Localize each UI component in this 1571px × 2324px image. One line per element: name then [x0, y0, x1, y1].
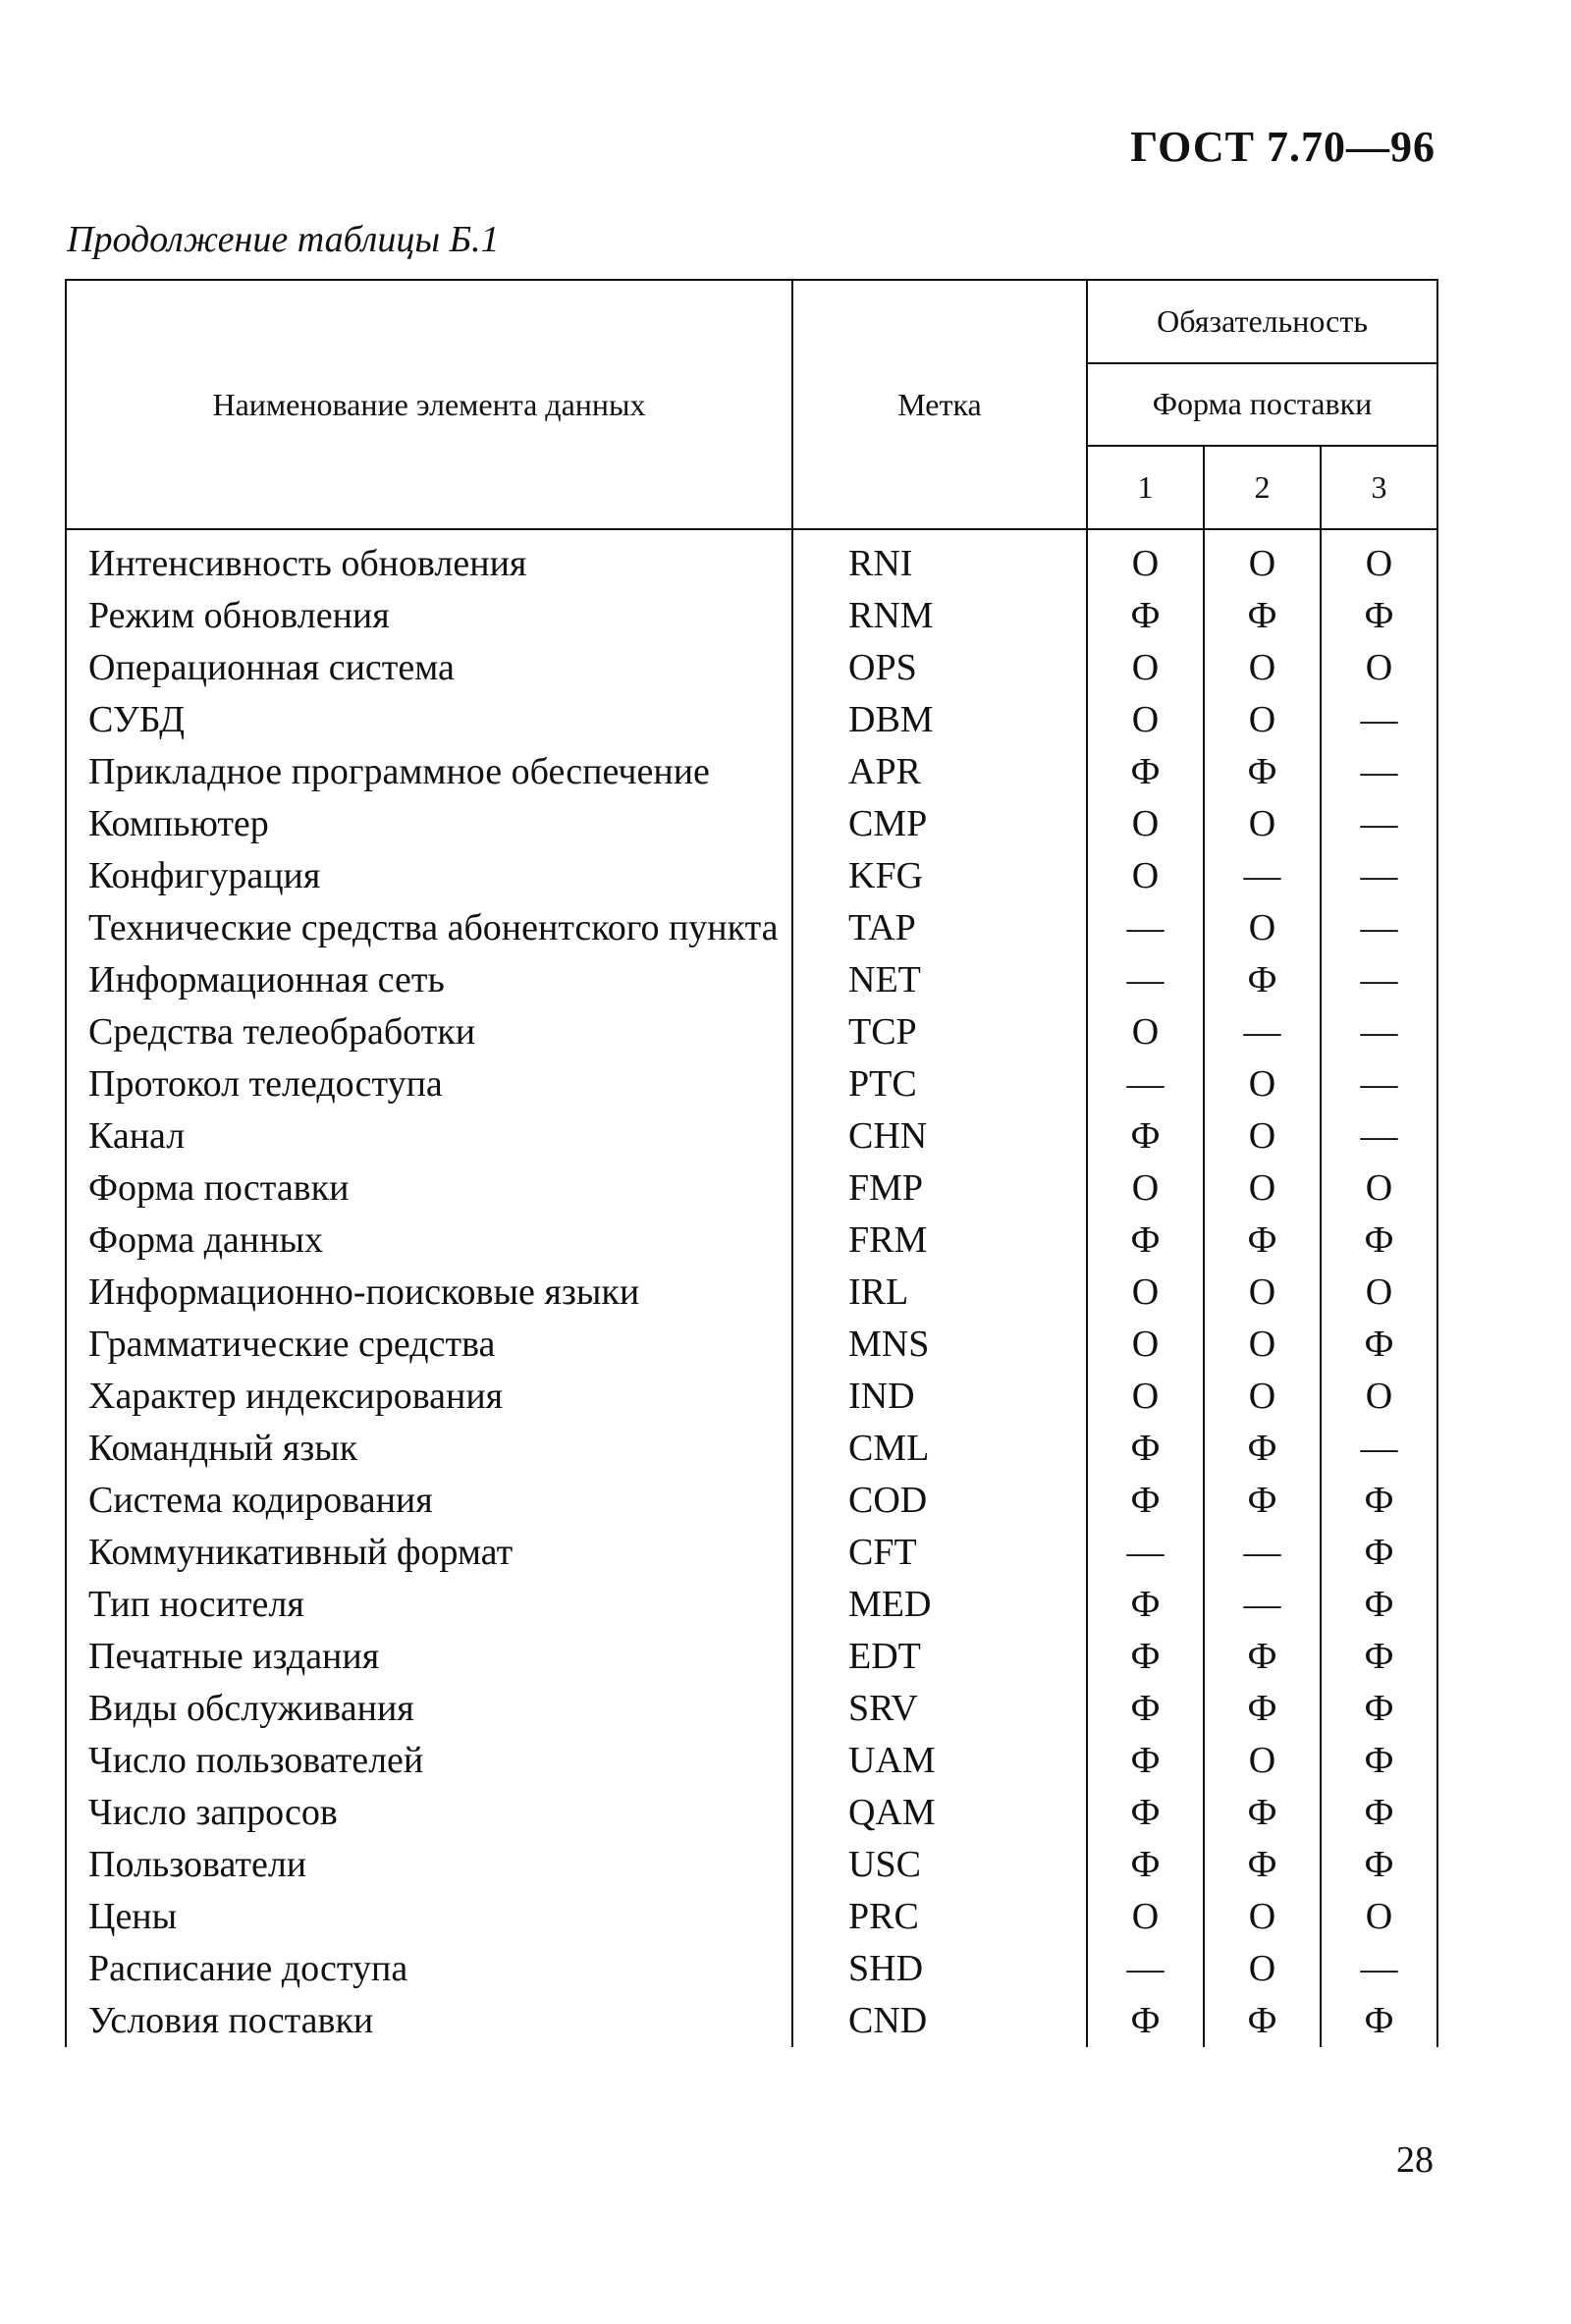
form-1-cell: Ф [1087, 1631, 1204, 1683]
element-name-cell: Виды обслуживания [66, 1683, 792, 1735]
form-1-cell: — [1087, 954, 1204, 1006]
form-1-cell: O [1087, 850, 1204, 902]
element-name-cell: Форма данных [66, 1215, 792, 1267]
form-1-cell: Ф [1087, 1423, 1204, 1475]
form-3-cell: Ф [1321, 1683, 1437, 1735]
form-2-cell: — [1204, 850, 1321, 902]
standard-code: ГОСТ 7.70—96 [1130, 123, 1436, 171]
element-name-cell: Командный язык [66, 1423, 792, 1475]
table-row [66, 1579, 1437, 1631]
column-header-form-1: 1 [1087, 446, 1204, 529]
tag-cell: RNM [792, 590, 1087, 642]
tag-cell: RNI [792, 529, 1087, 590]
table-row [66, 694, 1437, 746]
form-3-cell: Ф [1321, 590, 1437, 642]
element-name-cell: Канал [66, 1110, 792, 1162]
form-1-cell: O [1087, 1267, 1204, 1319]
element-name-cell: Расписание доступа [66, 1943, 792, 1995]
table-row [66, 1735, 1437, 1787]
form-1-cell: Ф [1087, 1995, 1204, 2047]
form-3-cell: — [1321, 798, 1437, 850]
form-3-cell: Ф [1321, 1631, 1437, 1683]
table-caption: Продолжение таблицы Б.1 [67, 219, 500, 260]
form-2-cell: — [1204, 1527, 1321, 1579]
element-name-cell: Протокол теледоступа [66, 1058, 792, 1110]
tag-cell: CHN [792, 1110, 1087, 1162]
tag-cell: MED [792, 1579, 1087, 1631]
tag-cell: DBM [792, 694, 1087, 746]
form-2-cell: O [1204, 798, 1321, 850]
page-number: 28 [1396, 2139, 1434, 2181]
form-1-cell: O [1087, 1891, 1204, 1943]
form-1-cell: O [1087, 1162, 1204, 1215]
form-2-cell: Ф [1204, 1631, 1321, 1683]
form-1-cell: — [1087, 1527, 1204, 1579]
element-name-cell: Число пользователей [66, 1735, 792, 1787]
form-2-cell: — [1204, 1006, 1321, 1058]
form-2-cell: Ф [1204, 954, 1321, 1006]
form-2-cell: O [1204, 902, 1321, 954]
form-3-cell: — [1321, 850, 1437, 902]
tag-cell: PRC [792, 1891, 1087, 1943]
element-name-cell: Печатные издания [66, 1631, 792, 1683]
element-name-cell: Интенсивность обновления [66, 529, 792, 590]
table-row [66, 590, 1437, 642]
form-2-cell: O [1204, 1319, 1321, 1371]
element-name-cell: Условия поставки [66, 1995, 792, 2047]
form-2-cell: O [1204, 529, 1321, 590]
table-row [66, 902, 1437, 954]
table-row [66, 1631, 1437, 1683]
form-3-cell: — [1321, 1423, 1437, 1475]
element-name-cell: Операционная система [66, 642, 792, 694]
column-header-form-3: 3 [1321, 446, 1437, 529]
table-row [66, 1371, 1437, 1423]
table-row [66, 642, 1437, 694]
element-name-cell: Форма поставки [66, 1162, 792, 1215]
form-3-cell: Ф [1321, 1475, 1437, 1527]
table-row [66, 850, 1437, 902]
tag-cell: CFT [792, 1527, 1087, 1579]
tag-cell: IND [792, 1371, 1087, 1423]
form-3-cell: O [1321, 1891, 1437, 1943]
form-1-cell: Ф [1087, 590, 1204, 642]
element-name-cell: Цены [66, 1891, 792, 1943]
form-2-cell: O [1204, 642, 1321, 694]
table-row [66, 1995, 1437, 2047]
form-1-cell: O [1087, 1371, 1204, 1423]
form-3-cell: — [1321, 1110, 1437, 1162]
column-header-name: Наименование элемента данных [66, 280, 792, 529]
form-2-cell: O [1204, 694, 1321, 746]
form-1-cell: Ф [1087, 1215, 1204, 1267]
form-3-cell: O [1321, 642, 1437, 694]
form-2-cell: Ф [1204, 1787, 1321, 1839]
table-row [66, 746, 1437, 798]
element-name-cell: Пользователи [66, 1839, 792, 1891]
tag-cell: TAP [792, 902, 1087, 954]
table-row [66, 1215, 1437, 1267]
form-2-cell: Ф [1204, 1423, 1321, 1475]
table-row [66, 954, 1437, 1006]
element-name-cell: Коммуникативный формат [66, 1527, 792, 1579]
form-1-cell: Ф [1087, 1475, 1204, 1527]
form-1-cell: — [1087, 1058, 1204, 1110]
tag-cell: IRL [792, 1267, 1087, 1319]
tag-cell: UAM [792, 1735, 1087, 1787]
tag-cell: EDT [792, 1631, 1087, 1683]
table-row [66, 1839, 1437, 1891]
form-1-cell: — [1087, 902, 1204, 954]
table-row [66, 1527, 1437, 1579]
form-3-cell: Ф [1321, 1995, 1437, 2047]
tag-cell: FRM [792, 1215, 1087, 1267]
tag-cell: CMP [792, 798, 1087, 850]
tag-cell: NET [792, 954, 1087, 1006]
form-2-cell: O [1204, 1162, 1321, 1215]
form-3-cell: — [1321, 1058, 1437, 1110]
form-2-cell: Ф [1204, 590, 1321, 642]
form-2-cell: O [1204, 1371, 1321, 1423]
tag-cell: SRV [792, 1683, 1087, 1735]
form-3-cell: Ф [1321, 1527, 1437, 1579]
form-1-cell: O [1087, 529, 1204, 590]
table-row [66, 1162, 1437, 1215]
table-row [66, 1267, 1437, 1319]
form-2-cell: O [1204, 1735, 1321, 1787]
form-1-cell: Ф [1087, 1579, 1204, 1631]
table-row [66, 1110, 1437, 1162]
form-1-cell: Ф [1087, 1683, 1204, 1735]
element-name-cell: СУБД [66, 694, 792, 746]
form-3-cell: Ф [1321, 1319, 1437, 1371]
element-name-cell: Характер индексирования [66, 1371, 792, 1423]
form-1-cell: Ф [1087, 1735, 1204, 1787]
element-name-cell: Технические средства абонентского пункта [66, 902, 792, 954]
tag-cell: MNS [792, 1319, 1087, 1371]
form-3-cell: Ф [1321, 1579, 1437, 1631]
form-3-cell: O [1321, 529, 1437, 590]
tag-cell: QAM [792, 1787, 1087, 1839]
table-row [66, 1058, 1437, 1110]
table-row [66, 1943, 1437, 1995]
element-name-cell: Система кодирования [66, 1475, 792, 1527]
form-1-cell: Ф [1087, 1839, 1204, 1891]
element-name-cell: Грамматические средства [66, 1319, 792, 1371]
form-2-cell: O [1204, 1058, 1321, 1110]
form-3-cell: Ф [1321, 1839, 1437, 1891]
table-row [66, 798, 1437, 850]
table-row [66, 1683, 1437, 1735]
form-3-cell: — [1321, 902, 1437, 954]
form-1-cell: O [1087, 1006, 1204, 1058]
form-3-cell: — [1321, 1943, 1437, 1995]
form-1-cell: O [1087, 642, 1204, 694]
form-3-cell: Ф [1321, 1735, 1437, 1787]
element-name-cell: Информационная сеть [66, 954, 792, 1006]
form-1-cell: Ф [1087, 1110, 1204, 1162]
tag-cell: USC [792, 1839, 1087, 1891]
table-row [66, 1787, 1437, 1839]
form-3-cell: — [1321, 1006, 1437, 1058]
form-3-cell: — [1321, 954, 1437, 1006]
tag-cell: PTC [792, 1058, 1087, 1110]
column-header-tag: Метка [792, 280, 1087, 529]
form-2-cell: Ф [1204, 1839, 1321, 1891]
table-row [66, 1319, 1437, 1371]
tag-cell: TCP [792, 1006, 1087, 1058]
table-row [66, 1423, 1437, 1475]
element-name-cell: Конфигурация [66, 850, 792, 902]
column-header-form: Форма поставки [1087, 363, 1437, 447]
form-3-cell: O [1321, 1371, 1437, 1423]
element-name-cell: Компьютер [66, 798, 792, 850]
form-2-cell: O [1204, 1891, 1321, 1943]
form-3-cell: — [1321, 746, 1437, 798]
form-2-cell: O [1204, 1943, 1321, 1995]
form-2-cell: Ф [1204, 746, 1321, 798]
table-row [66, 1475, 1437, 1527]
form-1-cell: O [1087, 798, 1204, 850]
tag-cell: APR [792, 746, 1087, 798]
element-name-cell: Средства телеобработки [66, 1006, 792, 1058]
form-1-cell: — [1087, 1943, 1204, 1995]
form-2-cell: Ф [1204, 1995, 1321, 2047]
table-row [66, 1006, 1437, 1058]
form-3-cell: — [1321, 694, 1437, 746]
tag-cell: CML [792, 1423, 1087, 1475]
tag-cell: SHD [792, 1943, 1087, 1995]
form-1-cell: O [1087, 1319, 1204, 1371]
form-2-cell: Ф [1204, 1215, 1321, 1267]
tag-cell: COD [792, 1475, 1087, 1527]
form-3-cell: Ф [1321, 1215, 1437, 1267]
table-row [66, 529, 1437, 590]
data-elements-table [65, 279, 1438, 2047]
form-3-cell: O [1321, 1267, 1437, 1319]
tag-cell: FMP [792, 1162, 1087, 1215]
element-name-cell: Режим обновления [66, 590, 792, 642]
column-header-form-2: 2 [1204, 446, 1321, 529]
element-name-cell: Тип носителя [66, 1579, 792, 1631]
form-3-cell: Ф [1321, 1787, 1437, 1839]
form-2-cell: O [1204, 1110, 1321, 1162]
form-2-cell: — [1204, 1579, 1321, 1631]
form-3-cell: O [1321, 1162, 1437, 1215]
element-name-cell: Информационно-поисковые языки [66, 1267, 792, 1319]
form-1-cell: Ф [1087, 1787, 1204, 1839]
tag-cell: KFG [792, 850, 1087, 902]
tag-cell: OPS [792, 642, 1087, 694]
form-2-cell: Ф [1204, 1683, 1321, 1735]
form-1-cell: O [1087, 694, 1204, 746]
form-2-cell: O [1204, 1267, 1321, 1319]
table-row [66, 1891, 1437, 1943]
form-2-cell: Ф [1204, 1475, 1321, 1527]
column-header-obligation: Обязательность [1087, 280, 1437, 363]
tag-cell: CND [792, 1995, 1087, 2047]
element-name-cell: Прикладное программное обеспечение [66, 746, 792, 798]
element-name-cell: Число запросов [66, 1787, 792, 1839]
form-1-cell: Ф [1087, 746, 1204, 798]
